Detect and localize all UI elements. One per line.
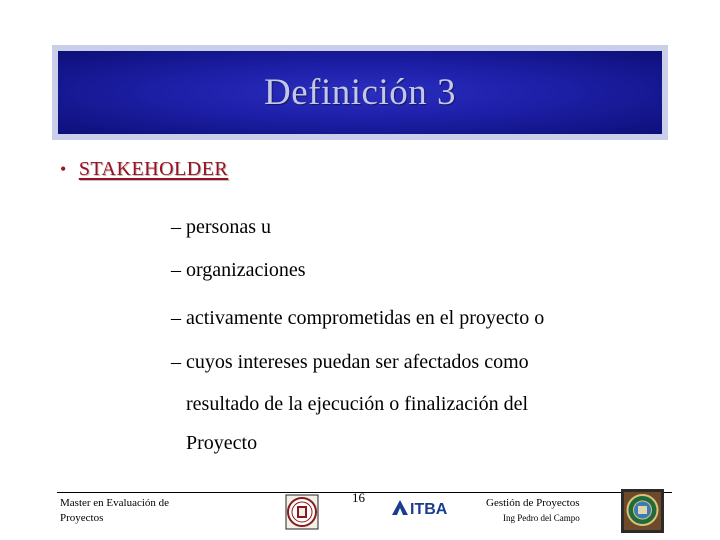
footer-course bbox=[60, 496, 200, 526]
page-number: 16 bbox=[352, 490, 365, 505]
slide-title: Definición 3 bbox=[264, 72, 456, 113]
sub-item-comprometidas: – activamente comprometidas en el proyecto o bbox=[171, 307, 545, 329]
university-seal-icon bbox=[285, 494, 319, 530]
continuation-line-1: resultado de la ejecución o finalización del bbox=[186, 393, 529, 415]
footer-subject-line1: Gestión de Proyectos bbox=[486, 497, 580, 509]
title-banner-inner bbox=[58, 51, 662, 134]
bullet-heading: STAKEHOLDER bbox=[78, 158, 229, 180]
sub-item-personas: – personas u bbox=[171, 216, 271, 238]
footer-author: Ing Pedro del Campo bbox=[503, 513, 580, 523]
footer-course-line1: Master en Evaluación de bbox=[60, 497, 170, 509]
bullet-dot-icon: • bbox=[60, 159, 67, 179]
footer-subject bbox=[486, 496, 616, 526]
institution-badge-icon bbox=[620, 488, 665, 534]
continuation-line-2: Proyecto bbox=[186, 432, 258, 454]
main-bullet bbox=[60, 158, 228, 181]
footer-course-line2: Proyectos bbox=[60, 512, 104, 524]
title-banner bbox=[52, 45, 668, 140]
itba-logo-text: ITBA bbox=[410, 501, 448, 518]
itba-logo-icon bbox=[390, 497, 470, 519]
sub-item-intereses: – cuyos intereses puedan ser afectados como bbox=[171, 351, 529, 373]
sub-item-organizaciones: – organizaciones bbox=[171, 259, 306, 281]
